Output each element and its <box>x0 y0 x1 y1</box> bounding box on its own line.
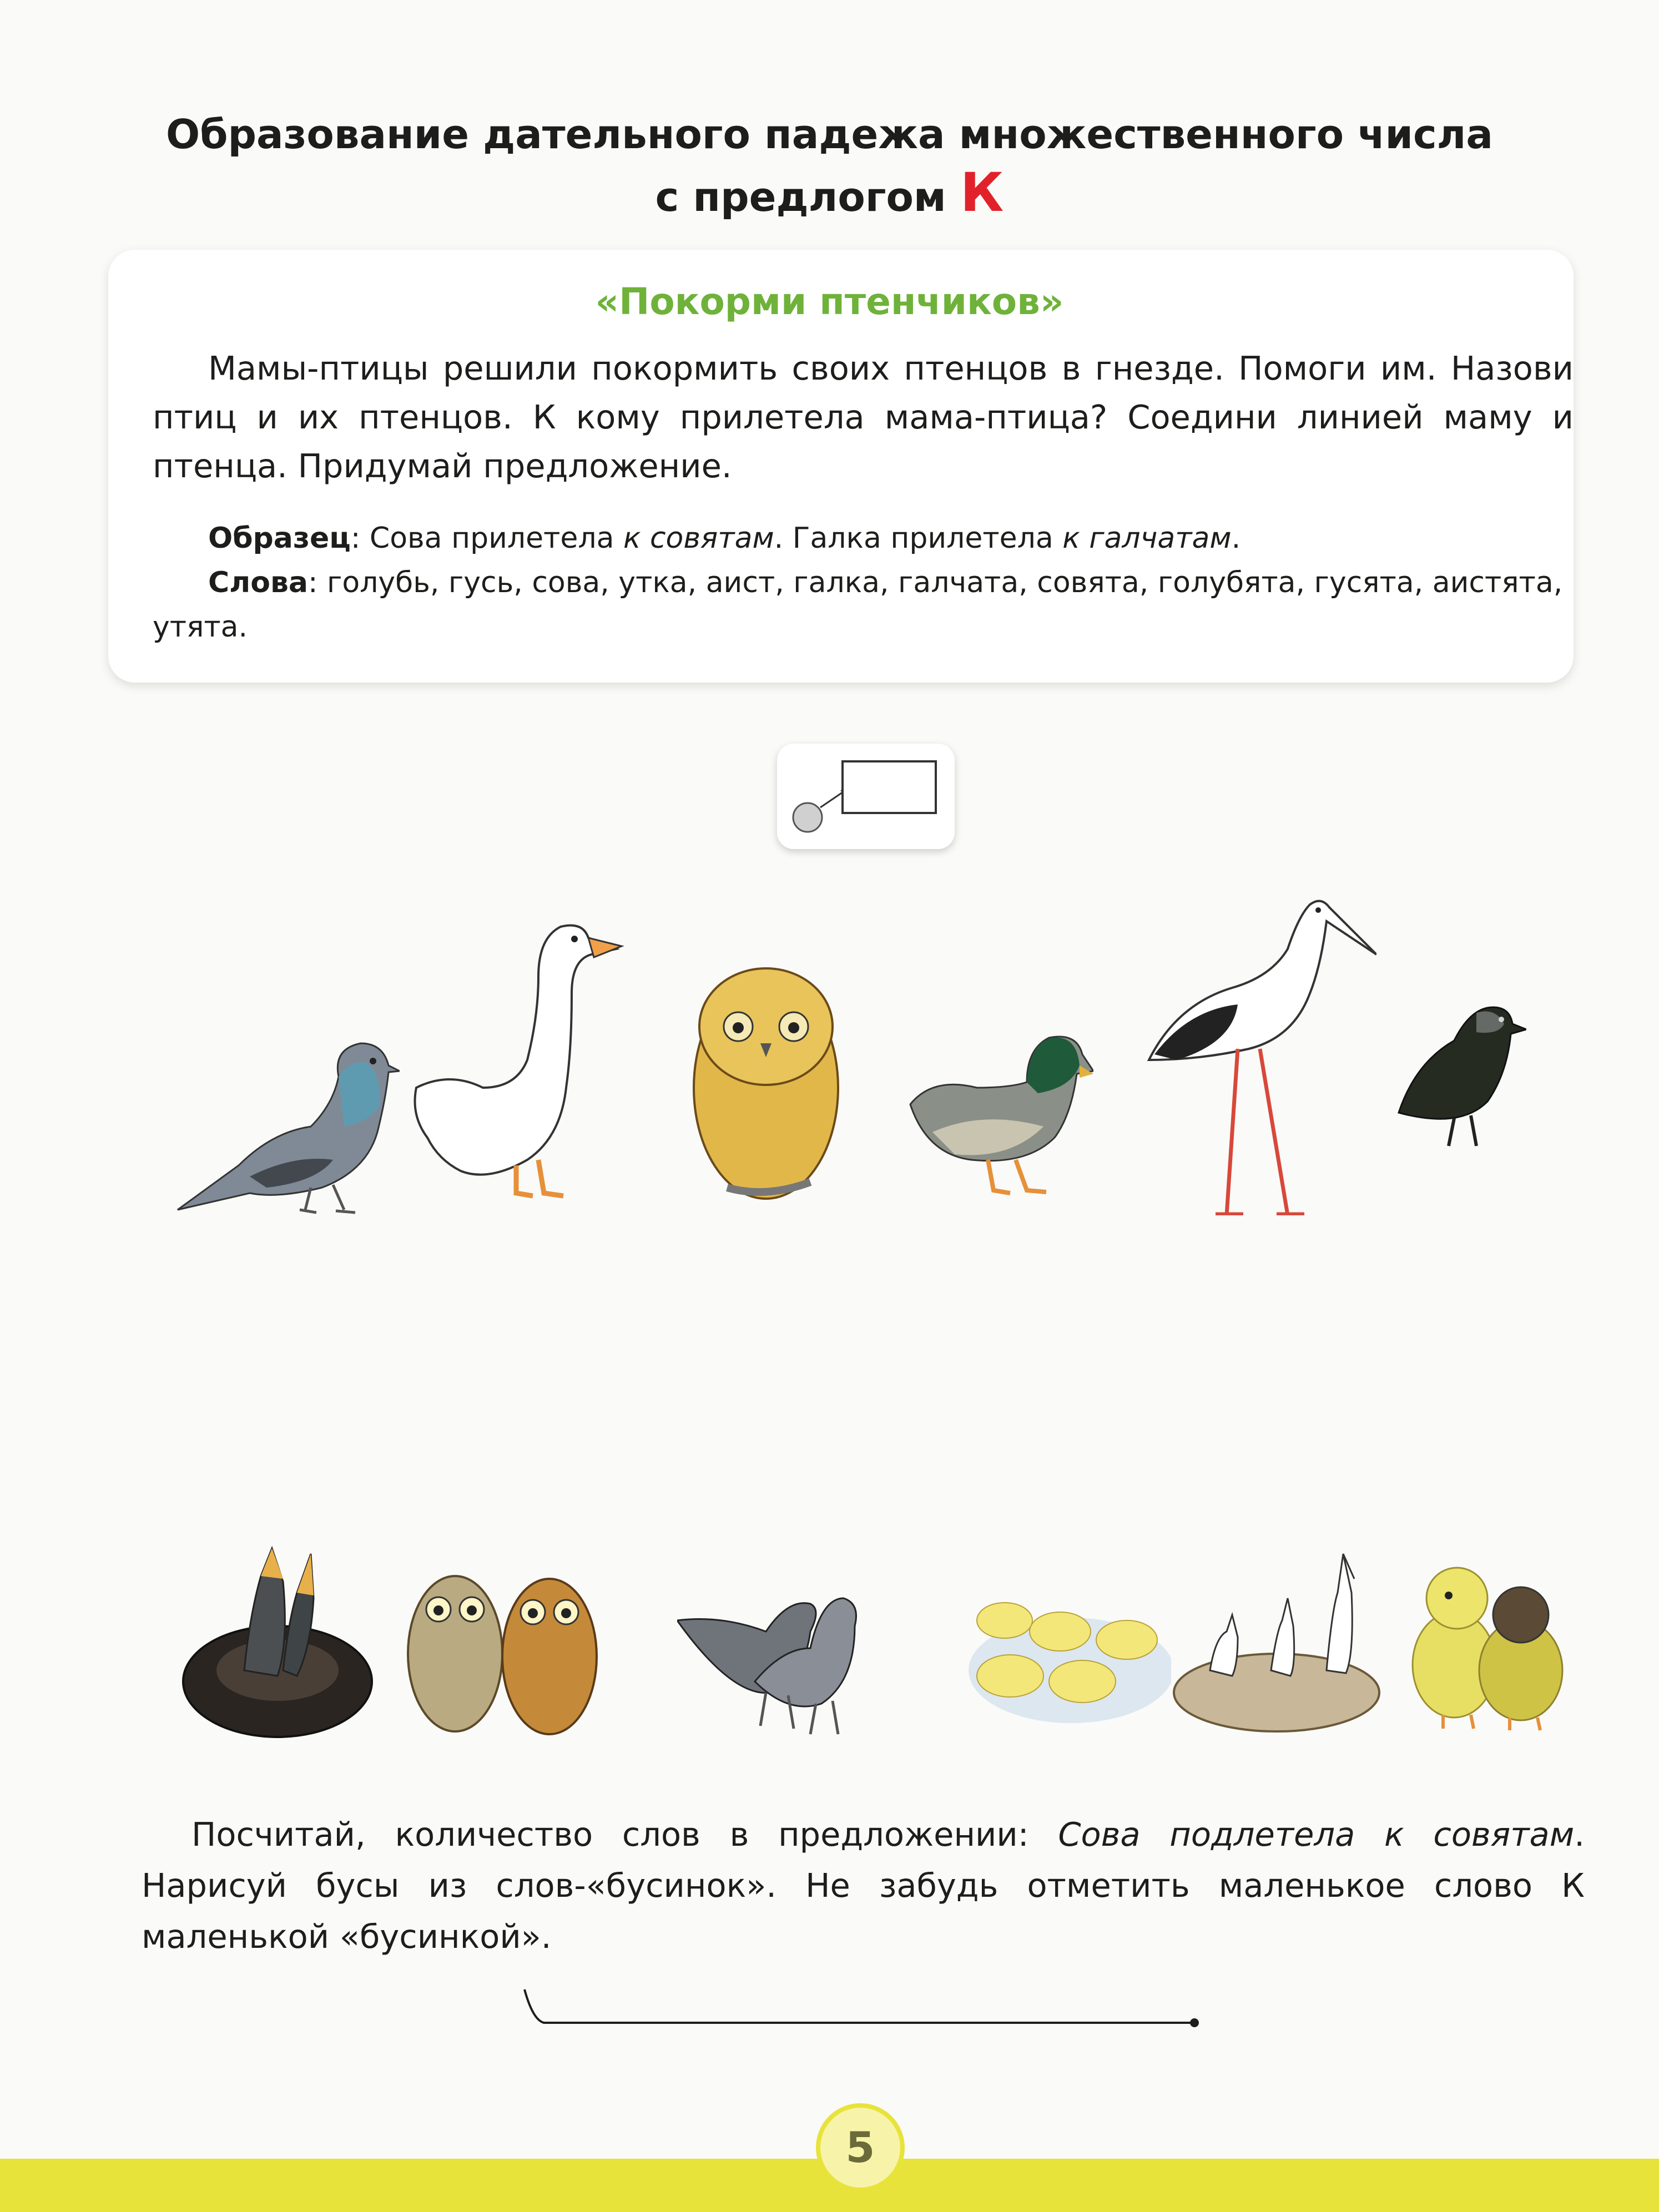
page-title <box>0 105 1659 226</box>
exercise-italic: Сова подлетела к совятам <box>1058 1815 1575 1854</box>
goose-icon[interactable] <box>405 905 638 1215</box>
title-line-1: Образование дательного падежа множественного числа <box>165 111 1493 158</box>
words-line <box>153 560 1574 649</box>
pigeon-icon[interactable] <box>167 1010 400 1221</box>
scheme-card <box>777 744 955 849</box>
adult-birds-row <box>161 882 1532 1226</box>
pigeon-chicks-icon[interactable] <box>677 1565 866 1737</box>
task-instructions-text: Мамы-птицы решили покормить своих птенцов в гнезде. Помоги им. Назови птиц и их птенцов. К кому прилетела мама-птица? Соедини линией маму и птенца. Придумай предложение. <box>153 349 1574 485</box>
chicks-row <box>178 1532 1571 1743</box>
words-label: Слова <box>208 566 308 599</box>
stork-chicks-icon[interactable] <box>1171 1532 1382 1737</box>
exercise-text-1: Посчитай, количество слов в предложении: <box>191 1815 1058 1854</box>
ducklings-icon[interactable] <box>966 1587 1171 1726</box>
words-text: : голубь, гусь, сова, утка, аист, галка, галчата, совята, голубята, гусята, аистята, утята. <box>153 566 1563 644</box>
page-number: 5 <box>816 2103 905 2192</box>
sample-italic-1: к совятам <box>623 522 774 555</box>
sample-text-1: : Сова прилетела <box>350 522 624 555</box>
title-letter-k: К <box>960 161 1004 224</box>
duck-icon[interactable] <box>899 1021 1093 1210</box>
goslings-icon[interactable] <box>1410 1554 1571 1731</box>
task-instructions <box>153 344 1574 491</box>
owlets-icon[interactable] <box>405 1554 599 1737</box>
task-sample <box>153 516 1574 649</box>
sample-line <box>153 516 1574 560</box>
exercise-text <box>142 1809 1585 1962</box>
title-line-2-text: с предлогом <box>655 174 946 220</box>
title-line-2 <box>0 161 1659 226</box>
jackdaw-chicks-icon[interactable] <box>178 1532 377 1743</box>
jackdaw-icon[interactable] <box>1393 985 1526 1152</box>
sample-text-2: . Галка прилетела <box>774 522 1063 555</box>
sample-label: Образец <box>208 522 351 555</box>
sample-text-3: . <box>1231 522 1241 555</box>
exercise-text-2: . Нарисуй бусы из слов-«бусинок». Не забудь отметить маленькое слово К маленькой «бусинкой». <box>142 1815 1585 1956</box>
task-title: «Покорми птенчиков» <box>595 280 1064 323</box>
owl-icon[interactable] <box>677 955 860 1215</box>
stork-icon[interactable] <box>1143 882 1376 1215</box>
answer-line[interactable] <box>522 1987 1204 2031</box>
sample-italic-2: к галчатам <box>1062 522 1232 555</box>
scheme-icon <box>777 744 955 849</box>
